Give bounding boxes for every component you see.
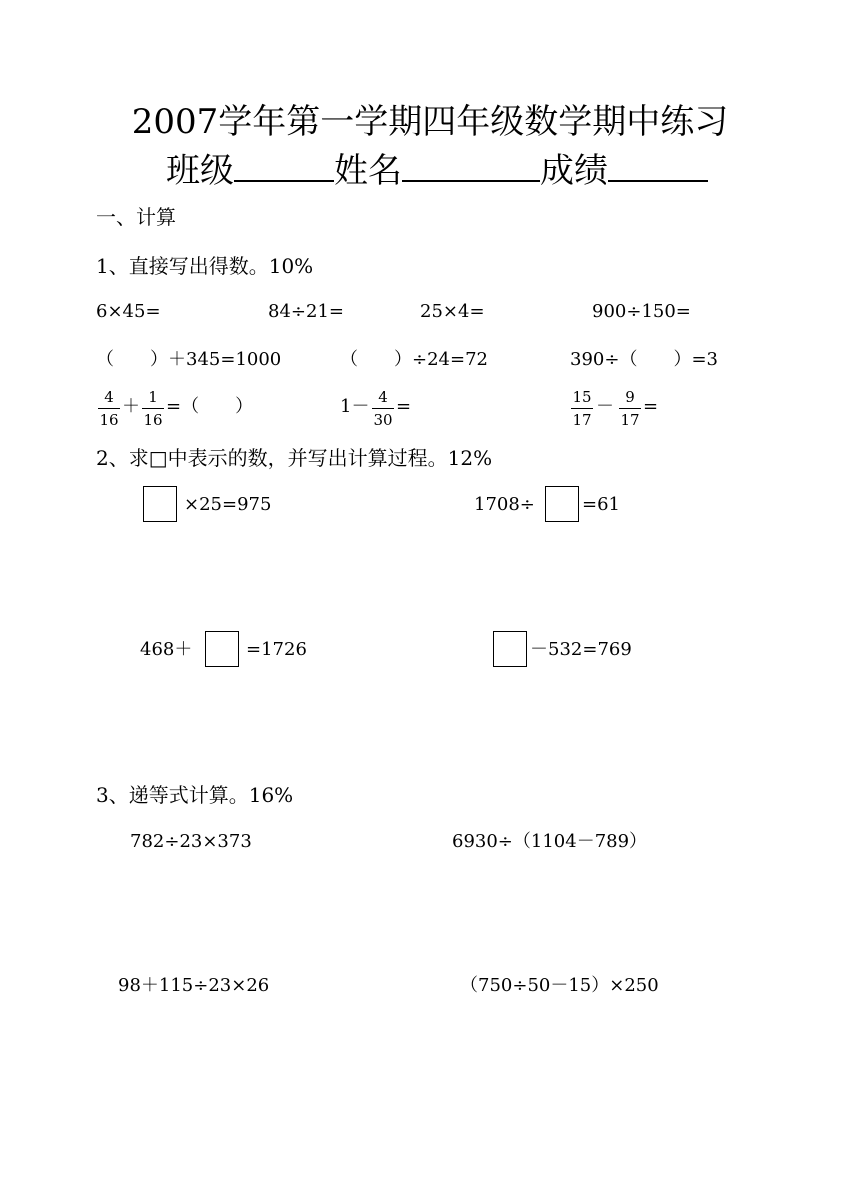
q1-item: 900÷150=: [592, 301, 691, 322]
score-blank: [608, 152, 708, 182]
numerator: 9: [619, 390, 641, 409]
question-1-heading: 1、直接写出得数。10%: [96, 254, 314, 278]
q1-item: （ ）＋345=1000: [96, 349, 282, 370]
numerator: 4: [98, 390, 120, 409]
question-3-heading: 3、递等式计算。16%: [96, 783, 294, 807]
numerator: 4: [372, 390, 394, 409]
q1-item: 6×45=: [96, 301, 161, 322]
answer-box[interactable]: [205, 631, 239, 667]
name-blank: [402, 152, 540, 182]
q2-problem-suffix: =61: [582, 494, 620, 515]
fraction: [98, 390, 120, 428]
expression-tail: =: [643, 396, 659, 417]
answer-box[interactable]: [493, 631, 527, 667]
expression-prefix: 1－: [340, 396, 370, 417]
question-2-heading: 2、求□中表示的数，并写出计算过程。12%: [96, 446, 493, 470]
fraction: [571, 390, 593, 428]
answer-box[interactable]: [143, 486, 177, 522]
q1-item: （ ）÷24=72: [340, 349, 488, 370]
q3-problem: 6930÷（1104－789）: [452, 831, 648, 852]
q2-problem: －532=769: [530, 639, 632, 660]
q3-problem: 98＋115÷23×26: [118, 975, 270, 996]
q3-problem: 782÷23×373: [130, 831, 252, 852]
q2-problem-prefix: 468＋: [140, 639, 193, 660]
answer-box[interactable]: [545, 486, 579, 522]
q2-problem: ×25=975: [184, 494, 272, 515]
expression-tail: =: [396, 396, 412, 417]
fraction: [142, 390, 164, 428]
q1-item: 84÷21=: [268, 301, 344, 322]
fraction: [372, 390, 394, 428]
denominator: 17: [572, 411, 592, 429]
denominator: 30: [373, 411, 393, 429]
class-label: 班级: [166, 151, 234, 191]
numerator: 1: [142, 390, 164, 409]
q1-item: 390÷（ ）=3: [570, 349, 718, 370]
operator: －: [596, 396, 614, 417]
q2-problem-prefix: 1708÷: [474, 494, 535, 515]
score-label: 成绩: [540, 151, 608, 191]
q3-problem: （750÷50－15）×250: [460, 975, 659, 996]
name-label: 姓名: [334, 151, 402, 191]
page-title: 2007学年第一学期四年级数学期中练习: [131, 102, 729, 142]
denominator: 16: [143, 411, 163, 429]
denominator: 17: [620, 411, 640, 429]
numerator: 15: [571, 390, 593, 409]
info-line: [166, 151, 708, 191]
section-heading: 一、计算: [96, 205, 176, 229]
q2-problem-suffix: =1726: [246, 639, 307, 660]
class-blank: [234, 152, 334, 182]
denominator: 16: [99, 411, 119, 429]
operator: ＋: [122, 396, 140, 417]
expression-tail: =（ ）: [166, 396, 254, 417]
q1-item: 25×4=: [420, 301, 485, 322]
fraction: [619, 390, 641, 428]
